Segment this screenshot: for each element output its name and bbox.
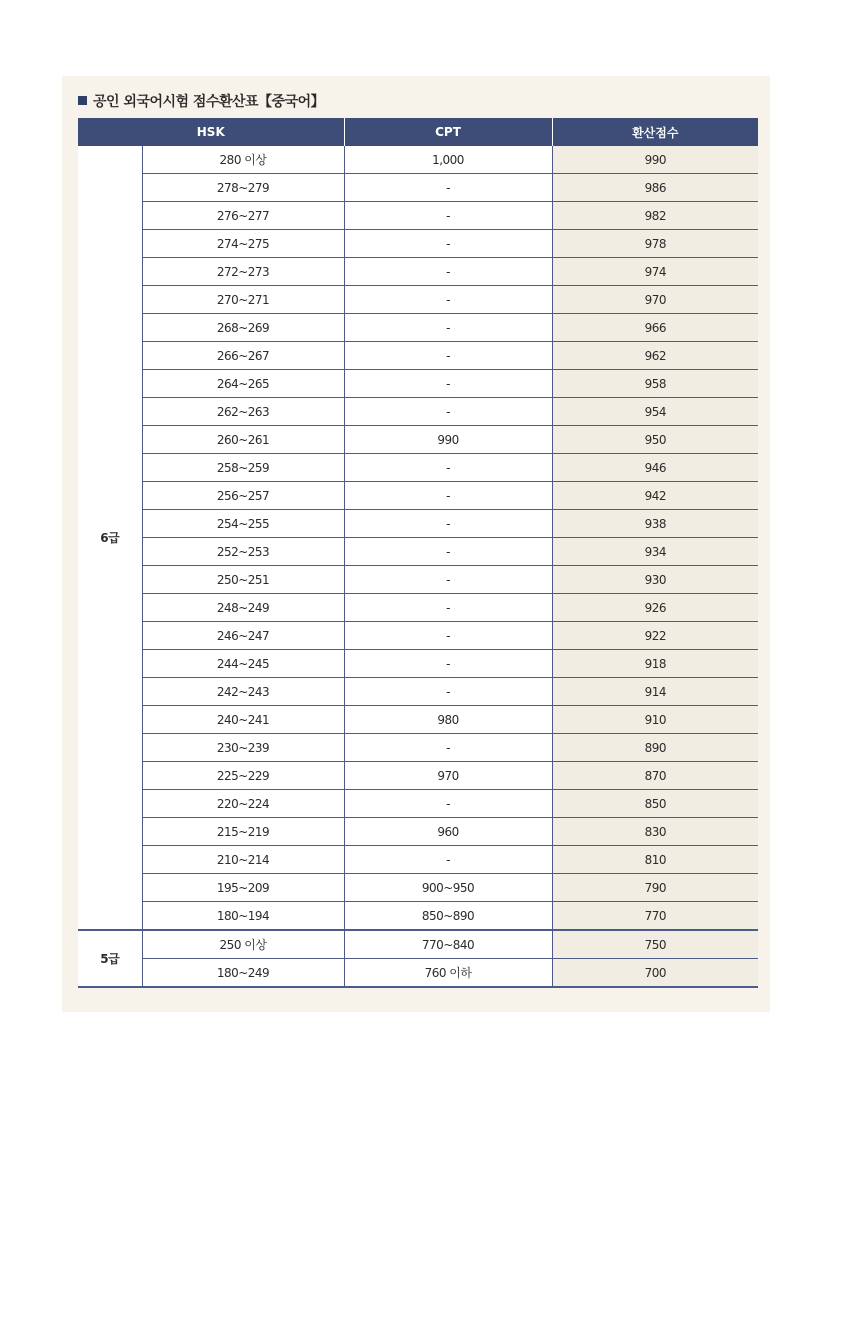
converted-score-cell: 926 [552,594,758,622]
converted-score-cell: 930 [552,566,758,594]
converted-score-cell: 914 [552,678,758,706]
table-row [78,370,758,398]
hsk-cell: 264~265 [142,370,344,398]
hsk-cell: 215~219 [142,818,344,846]
hsk-cell: 195~209 [142,874,344,902]
hsk-cell: 244~245 [142,650,344,678]
table-row [78,706,758,734]
cpt-cell: - [344,258,552,286]
table-row [78,202,758,230]
header-row [78,118,758,146]
converted-score-cell: 810 [552,846,758,874]
converted-score-cell: 934 [552,538,758,566]
table-row [78,650,758,678]
converted-score-cell: 750 [552,930,758,959]
hsk-cell: 220~224 [142,790,344,818]
table-row [78,258,758,286]
score-conversion-table [78,118,758,988]
hsk-cell: 248~249 [142,594,344,622]
converted-score-cell: 790 [552,874,758,902]
converted-score-cell: 890 [552,734,758,762]
cpt-cell: 770~840 [344,930,552,959]
table-row [78,426,758,454]
cpt-cell: - [344,678,552,706]
converted-score-cell: 946 [552,454,758,482]
cpt-cell: 760 이하 [344,959,552,988]
converted-score-cell: 918 [552,650,758,678]
table-title [78,90,324,114]
cpt-cell: - [344,594,552,622]
converted-score-cell: 982 [552,202,758,230]
cpt-cell: - [344,230,552,258]
hsk-cell: 230~239 [142,734,344,762]
hsk-cell: 240~241 [142,706,344,734]
cpt-cell: - [344,734,552,762]
converted-score-cell: 990 [552,146,758,174]
table-row [78,286,758,314]
cpt-cell: - [344,538,552,566]
hsk-cell: 280 이상 [142,146,344,174]
cpt-cell: - [344,454,552,482]
cpt-cell: - [344,314,552,342]
cpt-cell: 980 [344,706,552,734]
converted-score-cell: 970 [552,286,758,314]
cpt-cell: - [344,202,552,230]
hsk-cell: 274~275 [142,230,344,258]
table-row [78,622,758,650]
hsk-cell: 256~257 [142,482,344,510]
header-converted-score: 환산점수 [552,118,758,146]
converted-score-cell: 974 [552,258,758,286]
hsk-cell: 242~243 [142,678,344,706]
table-row [78,482,758,510]
hsk-cell: 252~253 [142,538,344,566]
cpt-cell: - [344,510,552,538]
table-row [78,930,758,959]
square-bullet-icon [78,96,87,105]
table-row [78,734,758,762]
table-row [78,230,758,258]
cpt-cell: - [344,370,552,398]
converted-score-cell: 942 [552,482,758,510]
table-row [78,678,758,706]
table-row [78,902,758,931]
table-row [78,342,758,370]
cpt-cell: - [344,566,552,594]
cpt-cell: 1,000 [344,146,552,174]
hsk-cell: 250 이상 [142,930,344,959]
hsk-cell: 180~194 [142,902,344,931]
hsk-cell: 272~273 [142,258,344,286]
converted-score-cell: 830 [552,818,758,846]
hsk-cell: 258~259 [142,454,344,482]
hsk-cell: 276~277 [142,202,344,230]
hsk-cell: 225~229 [142,762,344,790]
hsk-cell: 270~271 [142,286,344,314]
cpt-cell: 850~890 [344,902,552,931]
converted-score-cell: 770 [552,902,758,931]
hsk-cell: 260~261 [142,426,344,454]
header-hsk: HSK [78,118,344,146]
hsk-cell: 254~255 [142,510,344,538]
table-row [78,314,758,342]
converted-score-cell: 966 [552,314,758,342]
table-row [78,818,758,846]
hsk-cell: 210~214 [142,846,344,874]
converted-score-cell: 700 [552,959,758,988]
cpt-cell: - [344,398,552,426]
hsk-cell: 246~247 [142,622,344,650]
table-row [78,790,758,818]
hsk-cell: 180~249 [142,959,344,988]
table-body [78,146,758,987]
converted-score-cell: 938 [552,510,758,538]
converted-score-cell: 978 [552,230,758,258]
table-row [78,762,758,790]
converted-score-cell: 958 [552,370,758,398]
table-row [78,874,758,902]
converted-score-cell: 870 [552,762,758,790]
table-row [78,398,758,426]
cpt-cell: 900~950 [344,874,552,902]
cpt-cell: - [344,286,552,314]
hsk-cell: 250~251 [142,566,344,594]
table-row [78,959,758,988]
grade-cell: 6급 [78,146,142,930]
table-row [78,538,758,566]
cpt-cell: - [344,622,552,650]
cpt-cell: - [344,174,552,202]
table-row [78,510,758,538]
hsk-cell: 262~263 [142,398,344,426]
converted-score-cell: 954 [552,398,758,426]
converted-score-cell: 950 [552,426,758,454]
table-row [78,146,758,174]
converted-score-cell: 922 [552,622,758,650]
table-row [78,594,758,622]
cpt-cell: - [344,790,552,818]
hsk-cell: 266~267 [142,342,344,370]
converted-score-cell: 910 [552,706,758,734]
hsk-cell: 268~269 [142,314,344,342]
table-row [78,566,758,594]
cpt-cell: - [344,846,552,874]
converted-score-cell: 986 [552,174,758,202]
hsk-cell: 278~279 [142,174,344,202]
converted-score-cell: 850 [552,790,758,818]
cpt-cell: - [344,650,552,678]
cpt-cell: 990 [344,426,552,454]
table-title-text: 공인 외국어시험 점수환산표【중국어】 [93,94,325,110]
converted-score-cell: 962 [552,342,758,370]
header-cpt: CPT [344,118,552,146]
table-row [78,174,758,202]
cpt-cell: 970 [344,762,552,790]
table-row [78,846,758,874]
cpt-cell: - [344,482,552,510]
grade-cell: 5급 [78,930,142,987]
table-row [78,454,758,482]
cpt-cell: 960 [344,818,552,846]
cpt-cell: - [344,342,552,370]
